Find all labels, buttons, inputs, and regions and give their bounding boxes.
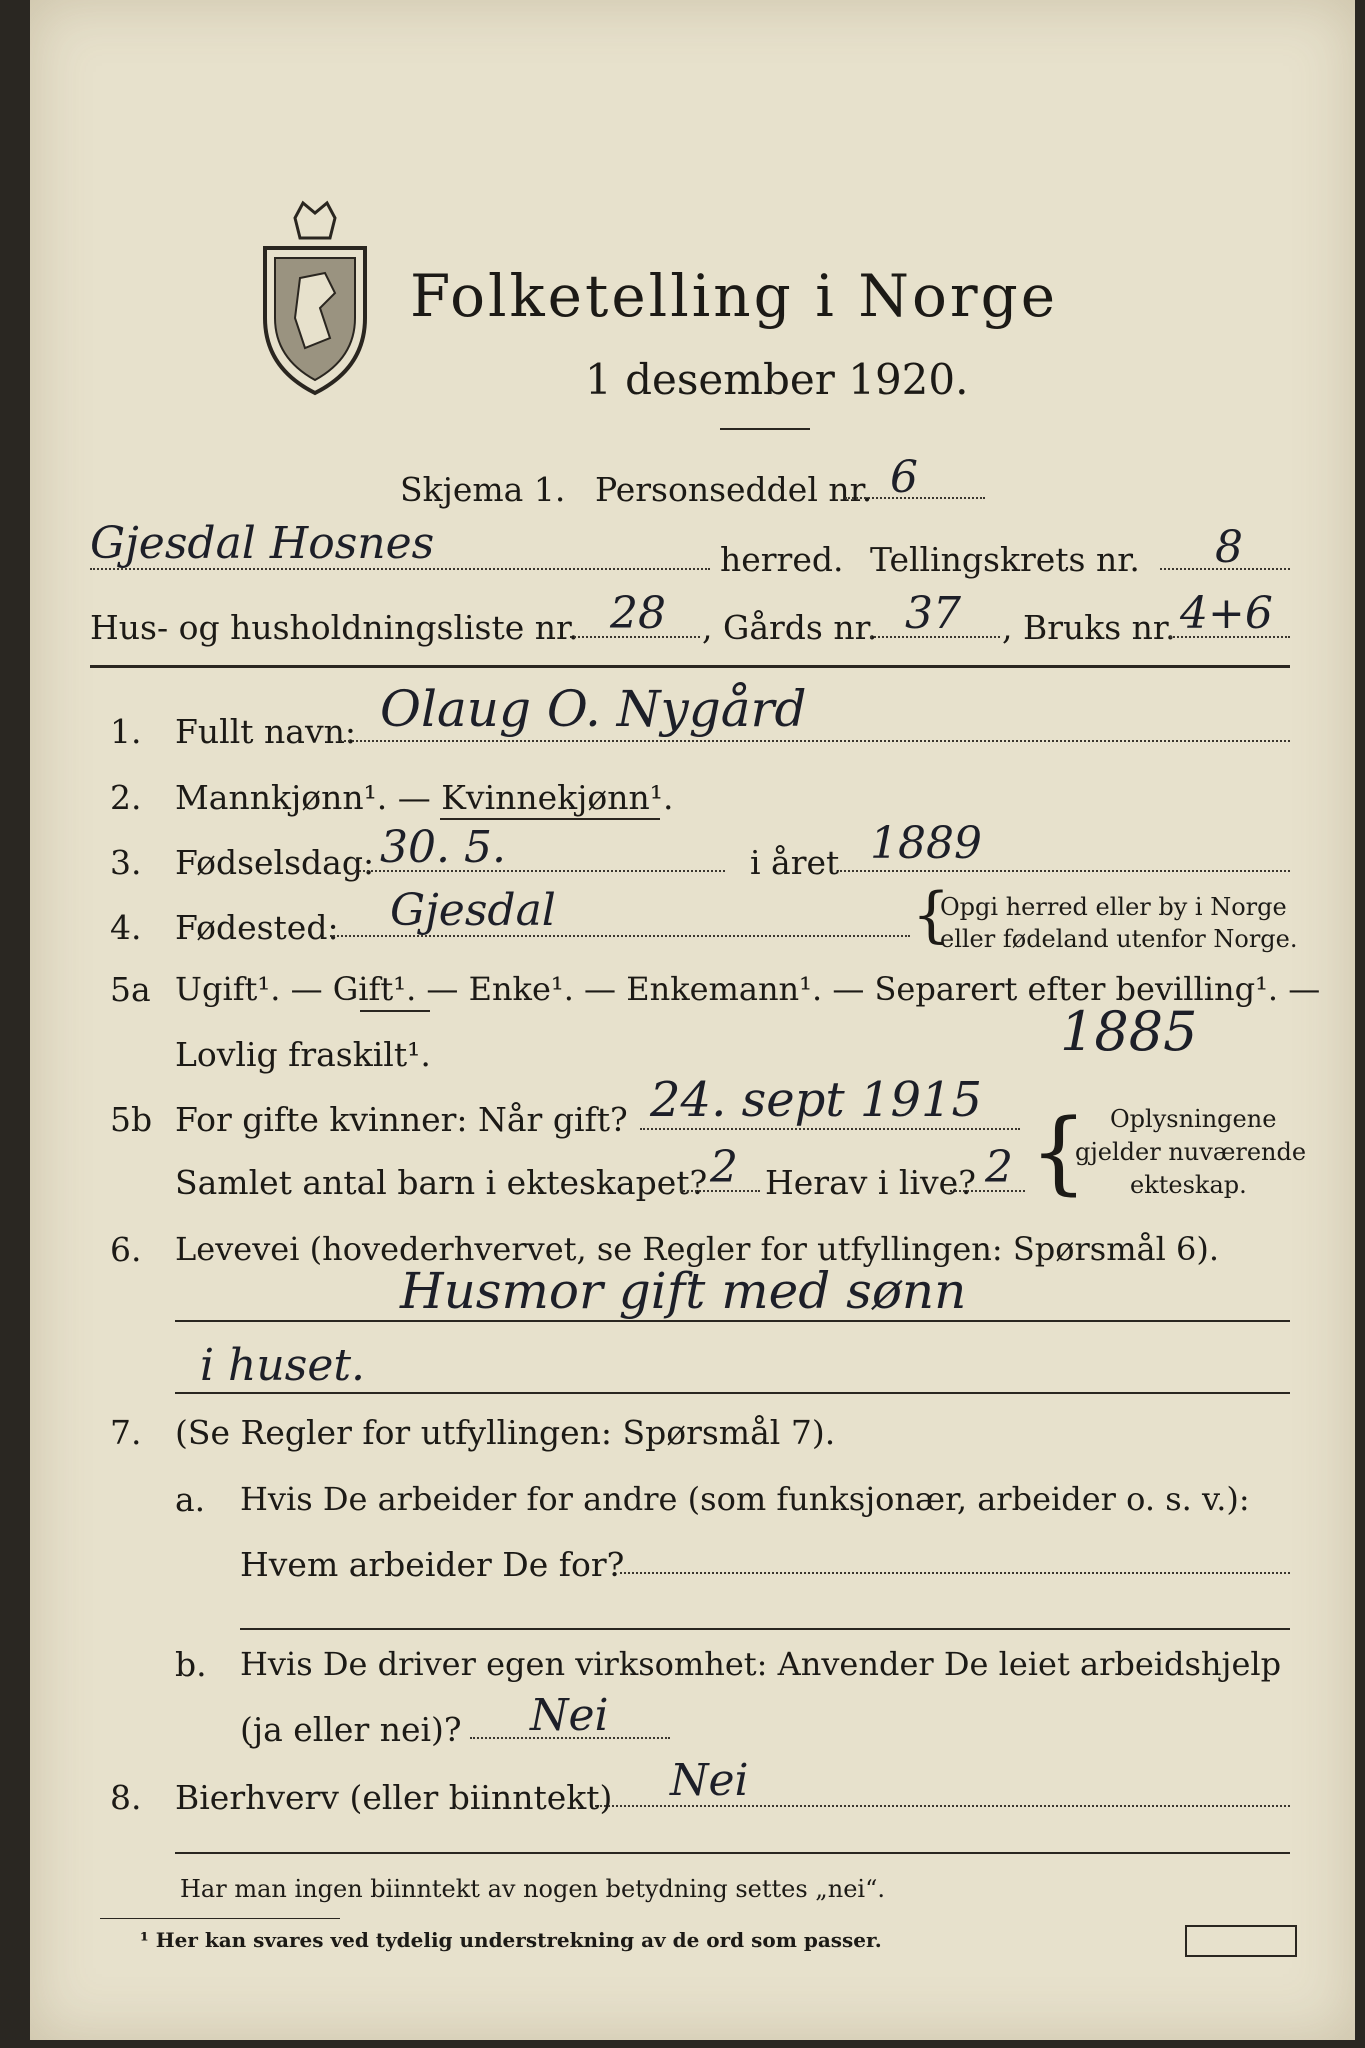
q5b-brace: { [1030,1100,1088,1205]
q5a-label2: Lovlig fraskilt¹. [175,1035,431,1074]
q7a-letter: a. [175,1480,206,1519]
q4-note-line1: Opgi herred eller by i Norge [940,893,1287,921]
birthplace-value: Gjesdal [390,885,556,936]
q1-label: Fullt navn: [175,712,356,751]
printer-stamp [1185,1925,1297,1957]
birth-year-value: 1889 [870,818,982,869]
title-divider [720,428,810,430]
employer-field[interactable] [620,1572,1290,1574]
q6-number: 6. [110,1230,142,1269]
q2-label: Mannkjønn¹. — Kvinnekjønn¹. [175,778,674,817]
q6-label: Levevei (hovederhvervet, se Regler for utfyllingen: Spørsmål 6). [175,1230,1220,1268]
q5b-note-line3: ekteskap. [1130,1171,1247,1199]
q5b-label: For gifte kvinner: Når gift? [175,1100,628,1139]
employer-line2 [240,1628,1290,1630]
herred-value: Gjesdal Hosnes [90,518,435,569]
hus-label: Hus- og husholdningsliste nr. [90,608,579,647]
bruks-value: 4+6 [1180,588,1273,639]
personseddel-value: 6 [890,452,918,503]
footer-note: Har man ingen biinntekt av nogen betydning settes „nei“. [180,1875,885,1903]
q7b-label2: (ja eller nei)? [240,1710,462,1749]
side-income-line2 [175,1852,1290,1854]
hired-help-value: Nei [530,1690,609,1741]
q7-label: (Se Regler for utfyllingen: Spørsmål 7). [175,1413,836,1452]
herred-label: herred. [720,540,844,579]
occupation-value2: i huset. [200,1340,366,1391]
census-form-sheet [30,0,1355,2040]
norway-coat-of-arms-icon [245,198,385,398]
q5b-label2: Samlet antal barn i ekteskapet? [175,1163,708,1202]
q3-year-label: i året [750,843,840,882]
full-name-field[interactable] [340,740,1290,742]
form-date: 1 desember 1920. [585,355,969,404]
q5b-label3: Herav i live? [765,1163,976,1202]
q4-label: Fødested: [175,908,339,947]
q5b-note-line2: gjelder nuværende [1075,1138,1307,1166]
children-alive-value: 2 [985,1142,1013,1193]
gards-label: , Gårds nr. [702,608,878,647]
occupation-line2 [175,1392,1290,1394]
birthdate-value: 30. 5. [380,822,506,873]
q7b-label: Hvis De driver egen virksomhet: Anvender De leiet arbeidshjelp [240,1645,1282,1683]
q3-label: Fødselsdag: [175,843,375,882]
header-divider [90,665,1290,668]
marriage-year-value: 1885 [1060,1000,1198,1063]
married-date-value: 24. sept 1915 [650,1072,983,1128]
side-income-value: Nei [670,1755,749,1806]
q5b-note-line1: Oplysningene [1110,1105,1277,1133]
full-name-value: Olaug O. Nygård [380,680,807,738]
tellingskrets-value: 8 [1215,522,1243,573]
q1-number: 1. [110,712,142,751]
tellingskrets-label: Tellingskrets nr. [870,540,1140,579]
married-date-field[interactable] [640,1128,1020,1130]
personseddel-label: Personseddel nr. [595,470,873,509]
q4-brace: { [912,880,951,950]
hus-value: 28 [610,588,666,639]
q8-label: Bierhverv (eller biinntekt) [175,1778,613,1817]
bruks-label: , Bruks nr. [1002,608,1176,647]
footnote: ¹ Her kan svares ved tydelig understrekning av de ord som passer. [140,1928,882,1952]
q8-number: 8. [110,1778,142,1817]
q4-number: 4. [110,908,142,947]
q5a-number: 5a [110,970,151,1009]
q3-number: 3. [110,843,142,882]
occupation-line1 [175,1320,1290,1322]
kvinnekjonn-underline [440,818,660,820]
gift-underline [360,1010,430,1012]
q5b-number: 5b [110,1100,153,1139]
q7a-label2: Hvem arbeider De for? [240,1545,625,1584]
q7-number: 7. [110,1413,142,1452]
birth-year-field[interactable] [840,870,1290,872]
q7a-label: Hvis De arbeider for andre (som funksjonær, arbeider o. s. v.): [240,1480,1250,1518]
children-total-value: 2 [710,1142,738,1193]
skjema-label: Skjema 1. [400,470,566,509]
gards-value: 37 [905,588,961,639]
form-title: Folketelling i Norge [410,262,1059,330]
occupation-value1: Husmor gift med sønn [400,1262,967,1320]
q5a-label: Ugift¹. — Gift¹. — Enke¹. — Enkemann¹. — Separert efter bevilling¹. — [175,970,1321,1008]
q7b-letter: b. [175,1645,207,1684]
footnote-divider [100,1918,340,1919]
q4-note-line2: eller fødeland utenfor Norge. [940,925,1298,953]
q2-number: 2. [110,778,142,817]
